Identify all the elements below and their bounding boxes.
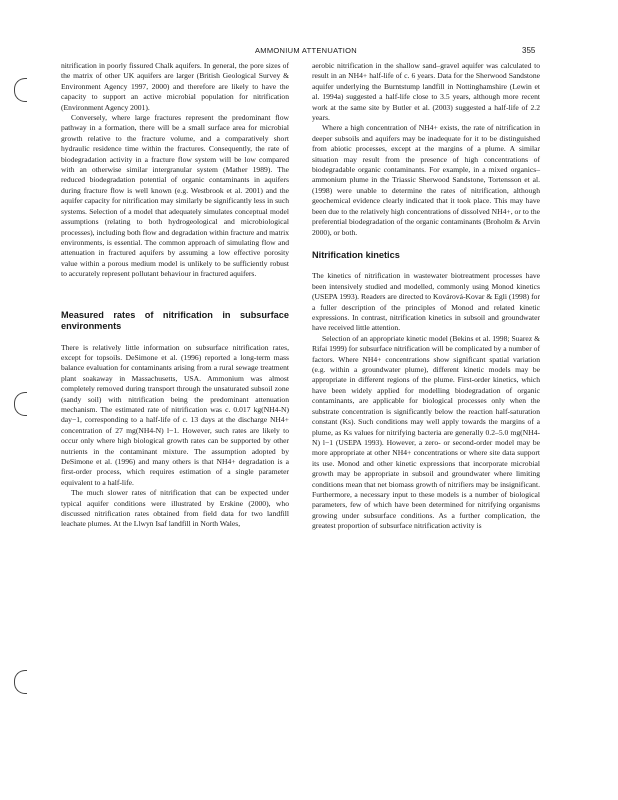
binder-hole-mark [14,78,27,102]
paragraph: Conversely, where large fractures represent the predominant flow pathway in a formation, there will be a small surface area for microbial growth relative to the fracture volume, and a comparatively short hydraulic residence time within the fractures. Consequently, the rate of biodegradation activity in a fracture flow system will be low compared with an otherwise similar intergranular system (Mather 1989). The reduced biodegradation potential of organic contaminants in aquifers during fracture flow is well known (e.g. Westbrook et al. 2001) and the aquifer capacity for nitrification may similarly be significantly less in such systems. Selection of a model that adequately simulates conceptual model assumptions (relating to both hydrogeological and microbiological processes), including both flow and degradation within fracture and matrix environments, is essential. The common approach of simulating flow and attenuation in fractured aquifers by assuming a low effective porosity value within a porous medium model is unlikely to be sufficiently robust to accurately represent pollutant behaviour in fractured aquifers. [61,113,289,279]
page-number: 355 [522,46,536,55]
left-column [61,61,289,530]
paragraph: Selection of an appropriate kinetic model (Bekins et al. 1998; Suarez & Rifai 1999) for subsurface nitrification will be complicated by a number of factors. Where NH4+ concentrations show significant spatial variation (e.g. within a groundwater plume), different kinetic models may be appropriate in different regions of the plume. First-order kinetics, which have been widely applied for modelling biodegradation of organic contaminants, are applicable for biological processes only when the substrate concentration is significantly below the reaction half-saturation constant (Ks). Such conditions may well apply towards the margins of a plume, as Ks values for nitrifying bacteria are generally 0.2–5.0 mg(NH4-N) l−1 (USEPA 1993). However, a zero- or second-order model may be more appropriate at other NH4+ concentrations or where site data support its use. Monod and other kinetic expressions that incorporate microbial growth may be appropriate in subsoil and groundwater where limiting conditions mean that net biomass growth of nitrifiers may be insignificant. Furthermore, a necessary input to these models is a number of biological parameters, few of which have been determined for nitrifying organisms growing under subsurface conditions. As a further complication, the greatest proportion of subsurface nitrification activity is [312,333,540,531]
right-column [312,61,540,532]
paragraph: The kinetics of nitrification in wastewater biotreatment processes have been intensively studied and modelled, commonly using Monod kinetics (USEPA 1993). Readers are directed to Kovárová-Kovar & Egli (1998) for a fuller description of the principles of Monod and related kinetic expressions. In contrast, nitrification kinetics in subsoil and groundwater have received little attention. [312,271,540,333]
running-title: AMMONIUM ATTENUATION [255,46,357,55]
paragraph: There is relatively little information on subsurface nitrification rates, except for topsoils. DeSimone et al. (1996) reported a long-term mass balance evaluation for contaminants arising from a rural sewage treatment plant soakaway in Massachusetts, USA. Ammonium was almost completely removed during transport through the unsaturated subsoil zone (sandy soil) with nitrification being the predominant attenuation mechanism. The estimated rate of nitrification was c. 0.017 kg(NH4-N) day−1, corresponding to a half-life of c. 13 days at the discharge NH4+ concentration of 27 mg(NH4-N) l−1. However, such rates are likely to occur only where high biological growth rates can be supported by other nutrients in the contaminant mixture. The assumption adopted by DeSimone et al. (1996) and many others is that NH4+ degradation is a first-order process, which requires estimation of a single parameter equivalent to a half-life. [61,342,289,487]
section-heading: Measured rates of nitrification in subsurface environments [61,309,289,332]
paragraph: Where a high concentration of NH4+ exists, the rate of nitrification in deeper subsoils and aquifers may be inadequate for it to be distinguished from abiotic processes, except at the margins of a plume. A similar situation may result from the presence of high concentrations of biodegradable organic contaminants. For example, in a mixed organics–ammonium plume in the Triassic Sherwood Sandstone, Tortensson et al. (1998) were unable to determine the rates of nitrification, although geochemical evidence clearly indicated that it took place. This may have been due to the relatively high concentrations of dissolved NH4+, or to the preferential biodegradation of the organic contaminants (Broholm & Arvin 2000), or both. [312,123,540,237]
paragraph: aerobic nitrification in the shallow sand–gravel aquifer was calculated to result in an NH4+ half-life of c. 6 years. Data for the Sherwood Sandstone aquifer underlying the Burntstump landfill in Nottinghamshire (Lewin et al. 1994a) suggested a half-life close to 3.5 years, although more recent work at the same site by Butler et al. (2003) suggested a half-life of 2.2 years. [312,61,540,123]
binder-hole-mark [14,670,27,694]
binder-hole-mark [14,392,27,416]
paragraph: nitrification in poorly fissured Chalk aquifers. In general, the pore sizes of the matrix of other UK aquifers are larger (British Geological Survey & Environment Agency 1997, 2000) and therefore are likely to have the capacity to support an active microbial population for nitrification (Environment Agency 2001). [61,61,289,112]
paragraph: The much slower rates of nitrification that can be expected under typical aquifer conditions were illustrated by Erskine (2000), who discussed nitrification rates obtained from field data for two landfill leachate plumes. At the Llwyn Isaf landfill in North Wales, [61,488,289,529]
section-heading: Nitrification kinetics [312,249,400,260]
